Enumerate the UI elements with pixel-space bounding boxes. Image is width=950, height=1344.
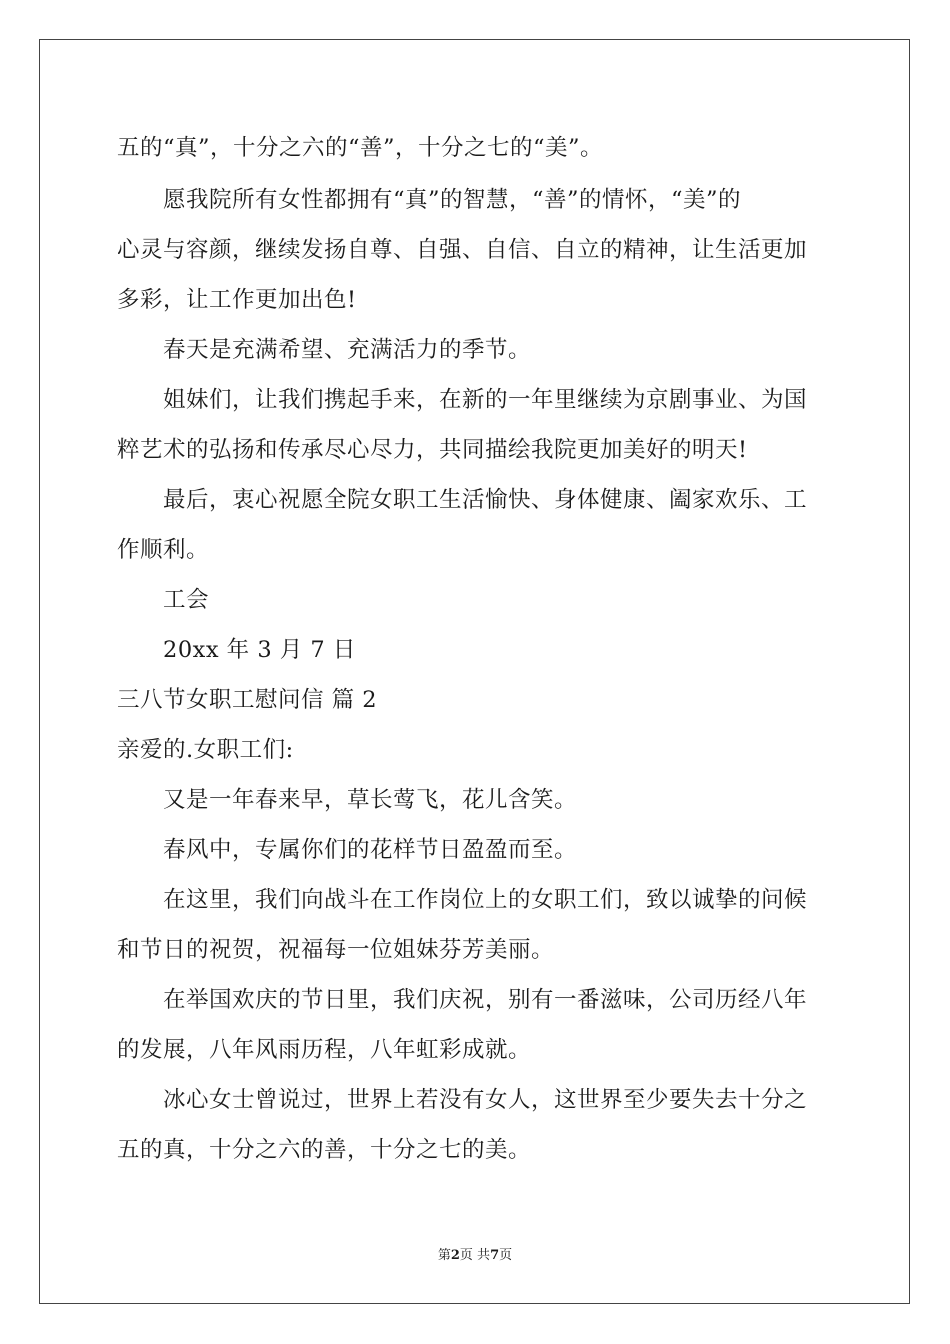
text-line: 多彩，让工作更加出色! <box>117 287 357 313</box>
text-line: 姐妹们，让我们携起手来，在新的一年里继续为京剧事业、为国 <box>163 387 808 413</box>
total-page-number: 7 <box>490 1248 500 1263</box>
current-page-number: 2 <box>450 1248 460 1263</box>
footer-suffix: 页 <box>499 1248 513 1263</box>
text-line: 五的真，十分之六的善，十分之七的美。 <box>117 1137 532 1163</box>
text-line: 的发展，八年风雨历程，八年虹彩成就。 <box>117 1037 532 1063</box>
text-line: 愿我院所有女性都拥有“真”的智慧，“善”的情怀，“美”的 <box>163 187 742 213</box>
text-line: 在举国欢庆的节日里，我们庆祝，别有一番滋味，公司历经八年 <box>163 987 808 1013</box>
text-line: 心灵与容颜，继续发扬自尊、自强、自信、自立的精神，让生活更加 <box>117 237 808 263</box>
text-line: 粹艺术的弘扬和传承尽心尽力，共同描绘我院更加美好的明天! <box>117 437 748 463</box>
footer-prefix: 第 <box>437 1248 451 1263</box>
text-line: 最后，衷心祝愿全院女职工生活愉快、身体健康、阖家欢乐、工 <box>163 487 808 513</box>
text-line: 作顺利。 <box>117 537 210 563</box>
signature-org: 工会 <box>163 587 210 613</box>
signature-date: 20xx 年 3 月 7 日 <box>163 637 356 663</box>
text-line: 在这里，我们向战斗在工作岗位上的女职工们，致以诚挚的问候 <box>163 887 808 913</box>
section-heading: 三八节女职工慰问信 篇 2 <box>117 687 378 713</box>
page-footer <box>0 1248 950 1264</box>
text-line: 春天是充满希望、充满活力的季节。 <box>163 337 532 363</box>
salutation: 亲爱的.女职工们: <box>117 737 294 763</box>
text-line: 又是一年春来早，草长莺飞，花儿含笑。 <box>163 787 578 813</box>
footer-mid: 页 共 <box>459 1248 491 1263</box>
text-line: 五的“真”，十分之六的“善”，十分之七的“美”。 <box>117 135 604 161</box>
text-line: 冰心女士曾说过，世界上若没有女人，这世界至少要失去十分之 <box>163 1087 808 1113</box>
text-line: 春风中，专属你们的花样节日盈盈而至。 <box>163 837 578 863</box>
text-line: 和节日的祝贺，祝福每一位姐妹芬芳美丽。 <box>117 937 555 963</box>
